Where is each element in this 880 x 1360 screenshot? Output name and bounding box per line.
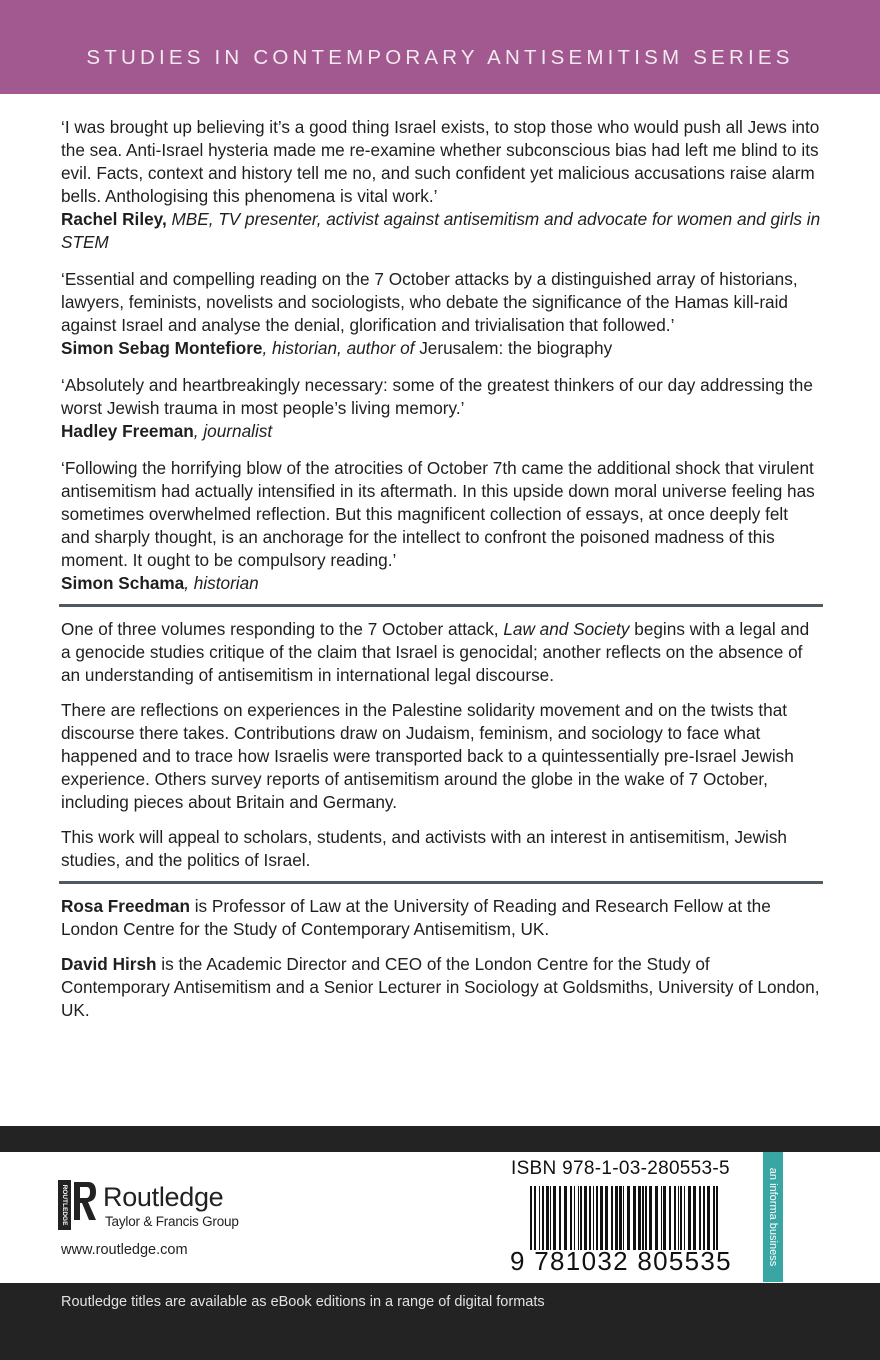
barcode-bar [564, 1186, 567, 1250]
barcode-bar [600, 1186, 603, 1250]
endorser-name: Hadley Freeman [61, 421, 194, 441]
publisher-website[interactable]: www.routledge.com [61, 1242, 188, 1258]
endorsement-attribution [61, 208, 821, 254]
endorser-role: , historian [184, 573, 259, 593]
endorser-name: Rachel Riley, [61, 209, 167, 229]
endorsement-quote: ‘I was brought up believing it’s a good thing Israel exists, to stop those who would push all Jews into the sea. Anti-Israel hysteria made me re-examine whether subconscious bias had left me blind to its evil. Facts, context and history tell me no, and such confident yet malicious accusations raise alarm bells. Anthologising this phenomena is vital work.’ [61, 117, 820, 206]
publisher-group: Taylor & Francis Group [105, 1214, 239, 1229]
author-name: David Hirsh [61, 954, 157, 974]
description-text: begins with a legal and a genocide studies critique of the claim that Israel is genocidal; another reflects on the absence of an understanding of antisemitism in international legal discourse. [61, 619, 810, 685]
barcode-bar [642, 1186, 644, 1250]
endorsement [61, 116, 821, 254]
endorsement-quote: ‘Absolutely and heartbreakingly necessary: some of the greatest thinkers of our day addressing the worst Jewish trauma in most people’s living memory.’ [61, 375, 813, 418]
barcode-bar [638, 1186, 641, 1250]
description-paragraph: There are reflections on experiences in the Palestine solidarity movement and on the twists that discourse there takes. Contributions draw on Judaism, feminism, and sociology to face what happened and to trace how Israelis were transported back to a quintessentially pre-Israel Jewish experience. Others survey reports of antisemitism around the globe in the wake of 7 October, including pieces about Britain and Germany. [61, 700, 794, 812]
barcode-bar [539, 1186, 540, 1250]
publisher-name: Routledge [103, 1182, 224, 1212]
barcode-bar [649, 1186, 652, 1250]
endorsement-quote: ‘Essential and compelling reading on the 7 October attacks by a distinguished array of historians, lawyers, feminists, novelists and sociologists, who debate the significance of the Hamas kill-raid against Israel and analyse the denial, glorification and trivialisation that followed.’ [61, 269, 798, 335]
barcode-bar [570, 1186, 572, 1250]
barcode-bar [716, 1186, 718, 1250]
informa-tag [763, 1152, 783, 1282]
endorser-name: Simon Sebag Montefiore [61, 338, 263, 358]
barcode-bar [574, 1186, 575, 1250]
section-divider [59, 604, 823, 607]
barcode-bar [661, 1186, 662, 1250]
isbn-label: ISBN 978-1-03-280553-5 [511, 1158, 730, 1179]
endorsement-quote: ‘Following the horrifying blow of the atrocities of October 7th came the additional shock that virulent antisemitism had actually intensified in its aftermath. In this upside down moral universe feeling has sometimes overwhelmed reflection. But this magnificent collection of essays, at once deeply felt and sharply thought, is an anchorage for the intellect to confront the poisoned madness of this moment. It ought to be compulsory reading.’ [61, 458, 815, 570]
barcode-bar [553, 1186, 556, 1250]
barcode-bar [663, 1186, 666, 1250]
barcode-bar [619, 1186, 622, 1250]
barcode-bar [678, 1186, 679, 1250]
barcode-bar [707, 1186, 710, 1250]
endorser-name: Simon Schama [61, 573, 185, 593]
endorsement-attribution [61, 337, 821, 360]
barcode-bar [713, 1186, 715, 1250]
endorsement-attribution [61, 572, 821, 595]
barcode-bar [546, 1186, 549, 1250]
description-text: One of three volumes responding to the 7 October attack, [61, 619, 504, 639]
barcode-bar [627, 1186, 630, 1250]
endorsement-attribution [61, 420, 821, 443]
barcode-digits: 9 781032 805535 [510, 1246, 732, 1276]
endorser-role: , historian, author of [262, 338, 420, 358]
author-name: Rosa Freedman [61, 896, 190, 916]
endorser-role: MBE, TV presenter, activist against antisemitism and advocate for women and girls in STEM [61, 209, 821, 252]
series-banner [0, 0, 880, 94]
author-bio [61, 895, 821, 941]
endorser-role: , journalist [193, 421, 273, 441]
section-divider [59, 881, 823, 884]
barcode-bar [580, 1186, 582, 1250]
barcode [528, 1186, 723, 1252]
barcode-bar [559, 1186, 561, 1250]
barcode-bar [611, 1186, 613, 1250]
volume-title: Law and Society [503, 619, 630, 639]
barcode-bar [623, 1186, 624, 1250]
barcode-bar [578, 1186, 579, 1250]
author-bio-text: is Professor of Law at the University of Reading and Research Fellow at the London Centre for the Study of Contemporary Antisemitism, UK. [61, 896, 771, 939]
barcode-bar [669, 1186, 671, 1250]
svg-text:ROUTLEDGE: ROUTLEDGE [60, 1184, 68, 1226]
description-paragraph [61, 618, 821, 687]
barcode-bar [699, 1186, 701, 1250]
barcode-bar [680, 1186, 682, 1250]
informa-tag-text: an informa business [767, 1167, 779, 1267]
endorsement [61, 374, 821, 443]
barcode-bar [633, 1186, 636, 1250]
barcode-bar [605, 1186, 608, 1250]
description-paragraph: This work will appeal to scholars, students, and activists with an interest in antisemitism, Jewish studies, and the politics of Israel. [61, 827, 787, 870]
barcode-bar [530, 1186, 532, 1250]
barcode-bar [615, 1186, 618, 1250]
routledge-logo [58, 1180, 258, 1232]
barcode-bar [645, 1186, 647, 1250]
barcode-bar [550, 1186, 551, 1250]
barcode-bar [542, 1186, 544, 1250]
author-bio-text: is the Academic Director and CEO of the London Centre for the Study of Contemporary Antisemitism and a Senior Lecturer in Sociology at Goldsmiths, University of London, UK. [61, 954, 820, 1020]
back-cover-text [61, 116, 821, 1034]
routledge-logo-icon [58, 1180, 98, 1230]
barcode-bar [684, 1186, 685, 1250]
endorser-book-title: Jerusalem: the biography [419, 338, 613, 358]
barcode-bar [693, 1186, 696, 1250]
dark-band-top [0, 1126, 880, 1152]
endorsement [61, 457, 821, 595]
series-title: STUDIES IN CONTEMPORARY ANTISEMITISM SERIES [86, 46, 794, 69]
barcode-bar [674, 1186, 676, 1250]
barcode-bar [584, 1186, 587, 1250]
barcode-bar [703, 1186, 705, 1250]
barcode-bar [688, 1186, 691, 1250]
barcode-bar [589, 1186, 591, 1250]
footer-note: Routledge titles are available as eBook editions in a range of digital formats [61, 1294, 545, 1310]
endorsement [61, 268, 821, 360]
barcode-bar [596, 1186, 598, 1250]
barcode-bar [593, 1186, 594, 1250]
barcode-bar [534, 1186, 536, 1250]
author-bio [61, 953, 821, 1022]
barcode-bar [655, 1186, 658, 1250]
